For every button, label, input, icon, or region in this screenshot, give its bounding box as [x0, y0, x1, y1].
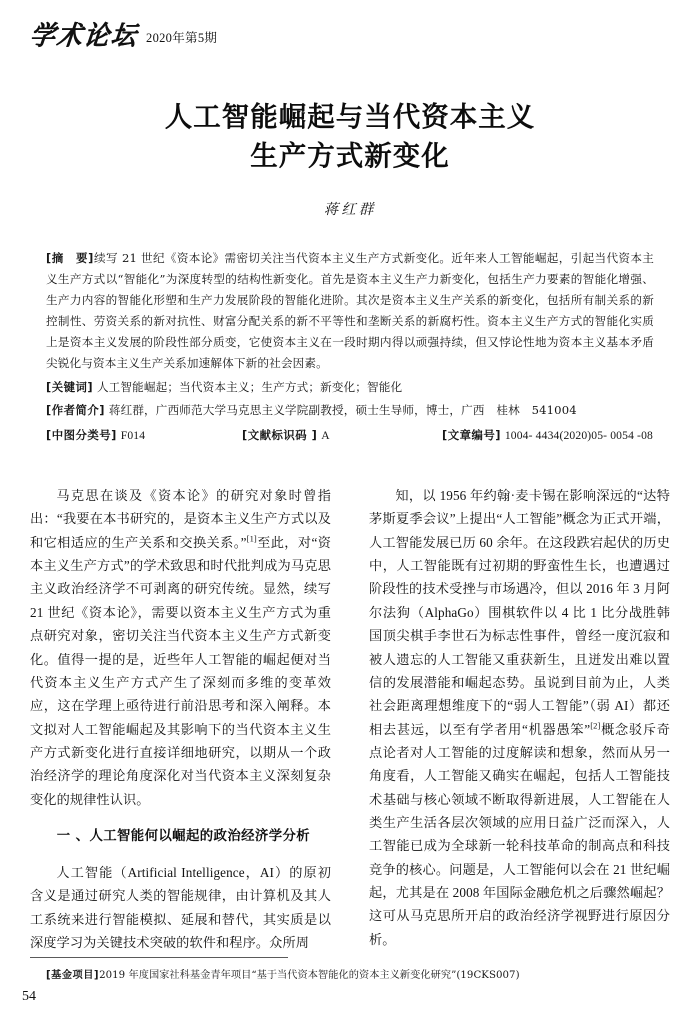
clc-cell: [46, 425, 242, 446]
funding-value: 2019 年度国家社科基金青年项目“基于当代资本智能化的资本主义新变化研究”(19CKS007): [99, 970, 520, 981]
paragraph-ai-history-part-2: 概念驳斥奇点论者对人工智能的过度解读和想象，然而从另一角度看，人工智能又确实在崛起，包括人工智能技术基础与核心领域不断取得新进展，人工智能在人类生产生活各层次领域的应用日益广泛而深入，人工智能已成为全球新一轮科技革命的制高点和科技竞争的核心。问题是，人工智能何以会在 21 世纪崛起，尤其是在 2008 年国际金融危机之后骤然崛起？这可从马克思所开启的政治经济学视野进行原因分析。: [369, 721, 670, 947]
article-id-cell: [442, 425, 654, 446]
article-title: [0, 98, 700, 176]
body-area: [30, 484, 670, 950]
clc-value: F014: [120, 428, 146, 442]
paragraph-intro-part-2: 至此，对“资本主义生产方式”的学术致思和时代批判成为马克思主义政治经济学不可剥离的研究传统。显然，续写 21 世纪《资本论》，需要以资本主义生产方式为重点研究对象，密切关注当代资本主义生产方式新变化。值得一提的是，近些年人工智能的崛起便对当代资本主义生产方式产生了深刻而多维的变革效应，这在学理上亟待进行前沿思考和深入阐释。本文拟对人工智能崛起及其影响下的当代资本主义生产方式新变化进行直接详细地研究，以期从一个政治经济学的理论角度深化对当代资本主义深刻复杂变化的规律性认识。: [30, 534, 332, 807]
footnote-divider: [30, 957, 288, 958]
article-title-line-2: 生产方式新变化: [250, 140, 450, 173]
page-number: 54: [22, 989, 36, 1004]
title-block: [0, 98, 700, 219]
author-bio-label: [作者简介]: [46, 402, 105, 417]
doc-code-label: [文献标识码 ]: [242, 427, 318, 442]
citation-marker-1: [1]: [246, 533, 257, 544]
footnote: [46, 968, 670, 983]
doc-code-cell: [242, 425, 442, 446]
section-heading-1: 一 、人工智能何以崛起的政治经济学分析: [56, 829, 311, 845]
article-title-line-1: 人工智能崛起与当代资本主义: [164, 101, 536, 133]
clc-label: [中图分类号]: [46, 427, 117, 442]
paragraph-intro-part-1: 马克思在谈及《资本论》的研究对象时曾指出：“我要在本书研究的，是资本主义生产方式以及和它相适应的生产关系和交换关系。”: [30, 488, 331, 550]
right-column: [369, 484, 670, 947]
keywords-value: 人工智能崛起；当代资本主义；生产方式；新变化；智能化: [96, 379, 403, 394]
paragraph-ai-history: [369, 484, 670, 951]
paragraph-ai-definition: 人工智能（Artificial Intelligence，AI）的原初含义是通过研究人类的智能规律，由计算机及其人工系统来进行智能模拟、延展和替代，其实质是以深度学习为关键技术突破的软件和程序。众所周: [30, 864, 331, 950]
article-id-value: 1004- 4434(2020)05- 0054 -08: [504, 428, 653, 442]
abstract-label: [摘 要]: [46, 251, 94, 265]
keywords-row: [46, 377, 654, 398]
doc-code-value: A: [321, 428, 330, 442]
journal-logo: 学术论坛: [28, 20, 140, 51]
keywords-label: [关键词]: [46, 379, 94, 394]
author-name: 蒋红群: [323, 202, 377, 219]
abstract-text: 续写 21 世纪《资本论》需密切关注当代资本主义生产方式新变化。近年来人工智能崛起，引起当代资本主义生产方式以“智能化”为深度转型的结构性新变化。首先是资本主义生产力新变化，包括生产力要素的智能化增强、生产力内容的智能化形塑和生产力发展阶段的智能化进阶。其次是资本主义生产关系的新变化，包括所有制关系的新控制性、劳资关系的新对抗性、财富分配关系的新不平等性和垄断关系的新腐朽性。资本主义生产方式的智能化实质上是资本主义发展的阶段性部分质变，它使资本主义在一段时期内得以顽强持续，但又悖论性地为资本主义基本矛盾尖锐化与资本主义生产关系加速解体下新的社会因素。: [46, 251, 654, 371]
masthead: [30, 16, 217, 52]
metadata-block: [46, 248, 654, 446]
issue-label: 2020年第5期: [146, 31, 218, 45]
classification-row: [46, 425, 654, 446]
article-id-label: [文章编号]: [442, 427, 501, 442]
abstract-paragraph: [46, 248, 654, 375]
citation-marker-2: [2]: [590, 720, 601, 731]
author-bio-value: 蒋红群，广西师范大学马克思主义学院副教授，硕士生导师，博士，广西 桂林 541004: [108, 402, 577, 417]
paragraph-ai-history-part-1: 知，以 1956 年约翰·麦卡锡在影响深远的“达特茅斯夏季会议”上提出“人工智能”概念为正式开端，人工智能发展已历 60 余年。在这段跌宕起伏的历史中，人工智能既有过初期的野蛮性生长，也遭遇过阶段性的技术受挫与市场遇冷，但以 2016 年 3 月阿尔法狗（AlphaGo）围棋软件以 4 比 1 比分战胜韩国顶尖棋手李世石为标志性事件，曾经一度沉寂和被人遗忘的人工智能又重获新生，且迸发出难以置信的发展潜能和崛起态势。虽说到目前为止，人类社会距离理想维度下的“弱人工智能”（弱 AI）都还相去甚远，以至有学者用“机器愚笨”: [369, 488, 670, 737]
funding-label: [基金项目]: [46, 970, 100, 981]
paragraph-intro: [30, 484, 331, 811]
author-bio-row: [46, 400, 654, 421]
left-column: [30, 484, 332, 950]
